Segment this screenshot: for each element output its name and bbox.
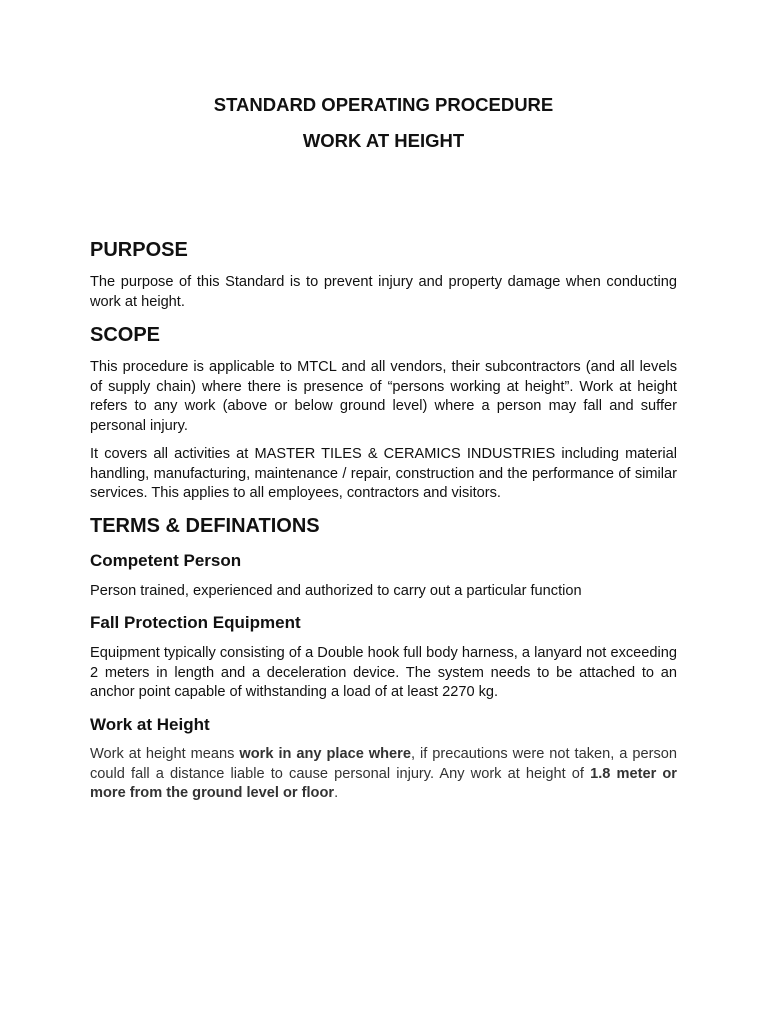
work-at-height-text-part3: .	[334, 785, 339, 801]
fall-protection-text: Equipment typically consisting of a Double hook full body harness, a lanyard not exceeding 2 meters in length and a deceleration device. The system needs to be attached to an anchor point capable of withstanding a load of at least 2270 kg.	[90, 645, 677, 700]
work-at-height-text	[90, 745, 677, 804]
work-at-height-heading: Work at Height	[90, 715, 210, 734]
work-at-height-text-part1: Work at height means	[90, 746, 240, 762]
document-subtitle: WORK AT HEIGHT	[302, 130, 465, 151]
scope-paragraph-1: This procedure is applicable to MTCL and all vendors, their subcontractors (and all levels of supply chain) where there is presence of “persons working at height”. Work at height refers to any work (above or below ground level) where a person may fall and suffer personal injury.	[90, 359, 677, 434]
purpose-text: The purpose of this Standard is to prevent injury and property damage when conducting work at height.	[90, 274, 677, 310]
competent-person-text: Person trained, experienced and authorized to carry out a particular function	[90, 583, 582, 599]
document-title: STANDARD OPERATING PROCEDURE	[213, 94, 554, 115]
work-at-height-bold-1: work in any place where	[239, 746, 411, 762]
work-at-height-bold-2: 1.8 meter or more from the ground level or floor	[90, 765, 677, 801]
fall-protection-heading: Fall Protection Equipment	[90, 613, 301, 632]
terms-heading: TERMS & DEFINATIONS	[90, 515, 320, 537]
competent-person-heading: Competent Person	[90, 551, 242, 570]
scope-paragraph-2: It covers all activities at MASTER TILES & CERAMICS INDUSTRIES including material handling, manufacturing, maintenance / repair, construction and the performance of similar services. This applies to all employees, contractors and visitors.	[90, 446, 677, 501]
purpose-heading: PURPOSE	[90, 239, 188, 261]
work-at-height-text-part2: , if precautions were not taken, a person could fall a distance liable to cause personal injury. Any work at height of	[90, 746, 677, 782]
scope-heading: SCOPE	[90, 324, 161, 346]
document-page	[90, 0, 677, 1024]
